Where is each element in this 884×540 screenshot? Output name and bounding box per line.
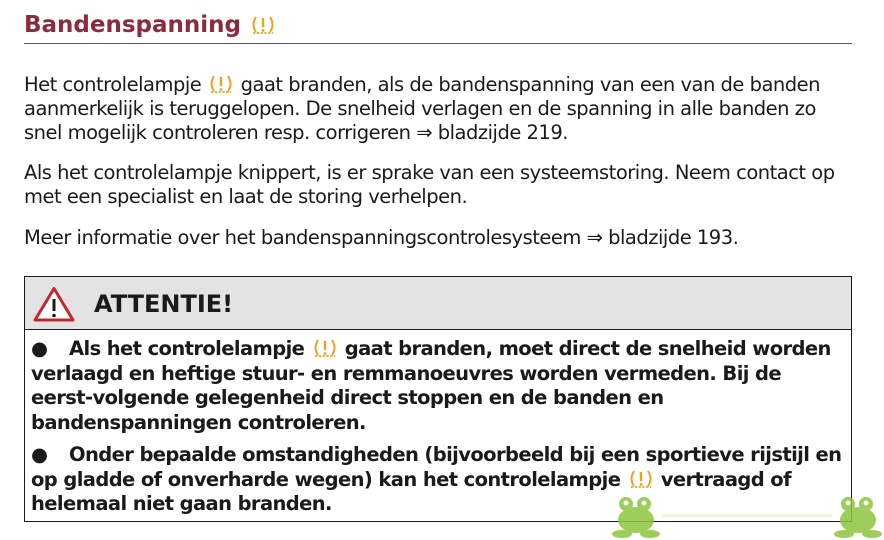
title-underline: [24, 43, 852, 44]
bullet: ●: [31, 443, 48, 466]
bullet: ●: [31, 337, 48, 360]
paragraph-tire-warning-light: Het controlelampje gaat branden, als de bandenspanning van een van de banden aanmerkelijk is teruggelopen. De snelheid verlagen en de spanning in alle banden zo snel mogelijk controleren resp. corrigeren ⇒ bladzijde 219.: [24, 73, 821, 144]
warning-triangle-icon: [33, 286, 75, 322]
frog-watermark: [612, 486, 882, 540]
paragraph-more-info: Meer informatie over het bandenspanningscontrolesysteem ⇒ bladzijde 193.: [24, 226, 739, 249]
warning-item: ● Onder bepaalde omstandigheden (bijvoorbeeld bij een sportieve rijstijl en op gladde of onverharde wegen) kan het controlelampje vertraagd of helemaal niet gaan branden.: [31, 443, 842, 515]
section-title: Bandenspanning: [24, 10, 277, 40]
tire-pressure-warning-icon: [312, 338, 338, 358]
warning-item: ● Als het controlelampje gaat branden, moet direct de snelheid worden verlaagd en heftige stuur- en remmanoeuvres worden vermeden. Bij de eerst-volgende gelegenheid direct stoppen en de banden en bandenspanningen controleren.: [31, 337, 831, 434]
warning-title: ATTENTIE!: [94, 290, 234, 318]
tire-pressure-warning-icon: [250, 15, 276, 35]
tire-pressure-warning-icon: [208, 74, 234, 94]
paragraph-system-fault: Als het controlelampje knippert, is er sprake van een systeemstoring. Neem contact op met een specialist en laat de storing verhelpen.: [24, 161, 835, 208]
warning-header: [25, 277, 851, 330]
